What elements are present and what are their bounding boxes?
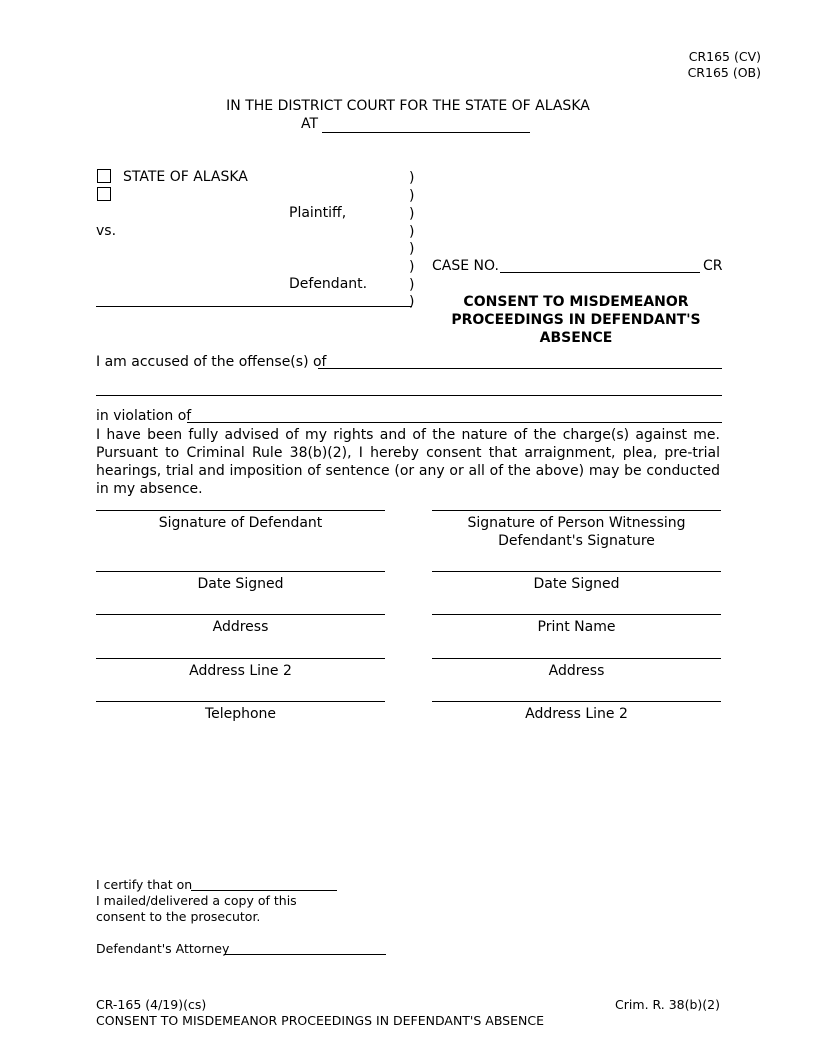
witness-date-line[interactable] (432, 571, 721, 572)
vs-label: vs. (96, 223, 117, 239)
case-suffix: CR (703, 258, 723, 274)
statute-input[interactable] (187, 406, 722, 423)
footer-rule: Crim. R. 38(b)(2) (615, 997, 720, 1012)
case-no-label: CASE NO. (432, 258, 499, 274)
violation-label: in violation of (96, 408, 192, 424)
caption-paren: ) (409, 170, 415, 186)
defendant-address-label: Address (212, 619, 269, 635)
defendant-name-input[interactable] (96, 290, 412, 307)
defendant-address-line[interactable] (96, 614, 385, 615)
court-at-label: AT (301, 116, 319, 132)
consent-paragraph: I have been fully advised of my rights and of the nature of the charge(s) against me. Pursuant to Criminal Rule 38(b)(2), I hereby consent that arraignment, plea, pre-trial hearings, trial and imposition of sentence (or any or all of the above) may be conducted in my absence. (96, 427, 720, 497)
caption-paren: ) (409, 206, 415, 222)
certify-date-input[interactable] (191, 876, 337, 891)
witness-date-label: Date Signed (533, 576, 620, 592)
defendant-signature-line[interactable] (96, 510, 385, 511)
witness-address2-label: Address Line 2 (525, 706, 628, 722)
case-number-input[interactable] (500, 256, 700, 273)
state-of-alaska-checkbox[interactable] (97, 169, 111, 183)
accused-label: I am accused of the offense(s) of (96, 354, 327, 370)
defendant-telephone-line[interactable] (96, 701, 385, 702)
caption-paren: ) (409, 241, 415, 257)
attorney-label: Defendant's Attorney (96, 941, 230, 956)
defendant-signature-label: Signature of Defendant (158, 515, 323, 531)
witness-address-label: Address (548, 663, 605, 679)
offense-continued-input[interactable] (96, 379, 722, 396)
caption-paren: ) (409, 294, 415, 310)
form-title-line-1: CONSENT TO MISDEMEANOR (463, 294, 689, 310)
caption-paren: ) (409, 259, 415, 275)
witness-address-line[interactable] (432, 658, 721, 659)
caption-paren: ) (409, 277, 415, 293)
form-code-ob: CR165 (OB) (687, 65, 761, 80)
witness-signature-label-2: Defendant's Signature (498, 533, 655, 549)
certify-line-2: I mailed/delivered a copy of this (96, 893, 297, 908)
defendant-date-line[interactable] (96, 571, 385, 572)
plaintiff-label: Plaintiff, (289, 205, 347, 221)
form-code-cv: CR165 (CV) (688, 49, 761, 64)
certify-line-3: consent to the prosecutor. (96, 909, 261, 924)
form-title-line-3: ABSENCE (539, 330, 613, 346)
defendant-address2-label: Address Line 2 (189, 663, 292, 679)
witness-signature-label: Signature of Person Witnessing (467, 515, 686, 531)
court-location-input[interactable] (322, 116, 530, 133)
witness-address2-line[interactable] (432, 701, 721, 702)
other-plaintiff-checkbox[interactable] (97, 187, 111, 201)
defendant-telephone-label: Telephone (204, 706, 277, 722)
form-title-line-2: PROCEEDINGS IN DEFENDANT'S (451, 312, 701, 328)
witness-print-name-label: Print Name (537, 619, 616, 635)
witness-print-name-line[interactable] (432, 614, 721, 615)
court-heading: IN THE DISTRICT COURT FOR THE STATE OF ALASKA (226, 98, 590, 114)
footer-form-id: CR-165 (4/19)(cs) (96, 997, 207, 1012)
witness-signature-line[interactable] (432, 510, 721, 511)
caption-paren: ) (409, 224, 415, 240)
defendant-address2-line[interactable] (96, 658, 385, 659)
state-of-alaska-label: STATE OF ALASKA (123, 169, 248, 185)
offense-input[interactable] (318, 352, 722, 369)
caption-paren: ) (409, 188, 415, 204)
footer-form-name: CONSENT TO MISDEMEANOR PROCEEDINGS IN DEFENDANT'S ABSENCE (96, 1013, 544, 1028)
attorney-signature-input[interactable] (224, 940, 386, 955)
defendant-date-label: Date Signed (197, 576, 284, 592)
defendant-label: Defendant. (289, 276, 368, 292)
certify-line-1: I certify that on (96, 877, 193, 892)
